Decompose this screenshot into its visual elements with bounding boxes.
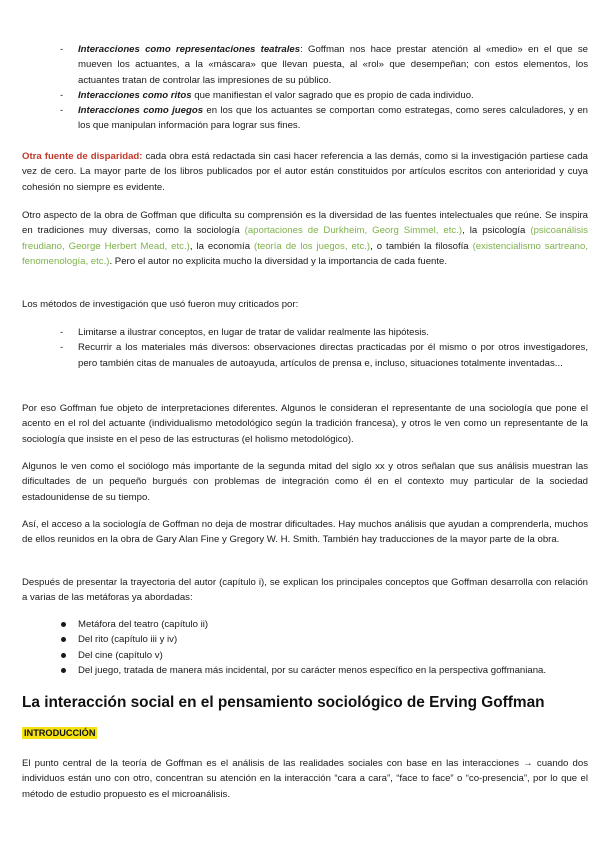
list-item: - Recurrir a los materiales más diversos: observaciones directas practicadas por él mismo o por otros investigadores, pero también citas de manuales de autoayuda, artículos de prensa e, incluso, situaciones totalmente inventadas...	[22, 340, 588, 371]
list-item: - Interacciones como juegos en los que los actuantes se comportan como estrategas, como seres calculadores, y en los que manipulan información para lograr sus fines.	[22, 103, 588, 134]
list-item: Del rito (capítulo iii y iv)	[22, 632, 588, 647]
paragraph-intro: El punto central de la teoría de Goffman es el análisis de las realidades sociales con base en las interacciones → cuando dos individuos están uno con otro, concentran su atención en la interacción “cara a cara”, “face to face” o “co-presencia”, por lo que el método de estudio propuesto es el microanálisis.	[22, 758, 588, 800]
list-item: Del juego, tratada de manera más incidental, por su carácter menos específico en la perspectiva goffmaniana.	[22, 663, 588, 678]
paragraph-disparity: Otra fuente de disparidad: cada obra está redactada sin casi hacer referencia a las demás, como si la investigación partiese cada vez de cero. La mayor parte de los libros publicados por el autor están constituidos por artículos escritos con anterioridad y cuya cohesión no siempre es evidente.	[22, 151, 588, 193]
paragraph-diversity: Otro aspecto de la obra de Goffman que dificulta su comprensión es la diversidad de las fuentes intelectuales que reúne. Se inspira en tradiciones muy diversas, como la sociología (aportaciones de Durkheim, Georg Simmel, etc.), la psicología (psicoanálisis freudiano, George Herbert Mead, etc.), la economía (teoría de los juegos, etc.), o también la filosofía (existencialismo sartreano, fenomenología, etc.). Pero el autor no explicita mucho la diversidad y la importancia de cada fuente.	[22, 210, 588, 267]
paragraph-access: Así, el acceso a la sociología de Goffman no deja de mostrar dificultades. Hay muchos análisis que ayudan a comprenderla, muchos de ellos reunidos en la obra de Gary Alan Fine y Gregory W. H. Smith. También hay traducciones de la mayor parte de la obra.	[22, 519, 588, 546]
list-item: - Limitarse a ilustrar conceptos, en lugar de tratar de validar realmente las hipótesis.	[22, 325, 588, 340]
list-item: Metáfora del teatro (capítulo ii)	[22, 617, 588, 632]
metaphors-list	[22, 617, 588, 678]
list-item: - Interacciones como representaciones teatrales: Goffman nos hace prestar atención al «medio» en el que se mueven los actuantes, a la «máscara» que llevan puesta, al «rol» que desempeñan; con estos elementos, los actuantes tratan de controlar las impresiones de su público.	[22, 42, 588, 88]
criticism-list	[22, 325, 588, 371]
section-heading: La interacción social en el pensamiento sociológico de Erving Goffman	[22, 694, 545, 711]
highlighted-subheading: INTRODUCCIÓN	[24, 728, 96, 738]
paragraph-after: Después de presentar la trayectoria del autor (capítulo i), se explican los principales conceptos que Goffman desarrolla con relación a varias de las metáforas ya abordadas:	[22, 577, 588, 604]
paragraph-interpretations: Por eso Goffman fue objeto de interpretaciones diferentes. Algunos le consideran el representante de una sociología que pone el acento en el rol del actuante (individualismo metodológico según la tradición francesa), y otros le ven como un representante de la sociología que insiste en el peso de las estructuras (el holismo metodológico).	[22, 403, 588, 445]
interaction-types-list	[22, 42, 588, 134]
list-item: Del cine (capítulo v)	[22, 648, 588, 663]
paragraph-methods: Los métodos de investigación que usó fueron muy criticados por:	[22, 299, 299, 310]
list-item: - Interacciones como ritos que manifiestan el valor sagrado que es propio de cada individuo.	[22, 88, 588, 103]
paragraph-important: Algunos le ven como el sociólogo más importante de la segunda mitad del siglo xx y otros señalan que sus análisis muestran las dificultades de un pequeño burgués con problemas de integración como él en el contexto muy particular de la sociedad estadounidense de su tiempo.	[22, 461, 588, 503]
